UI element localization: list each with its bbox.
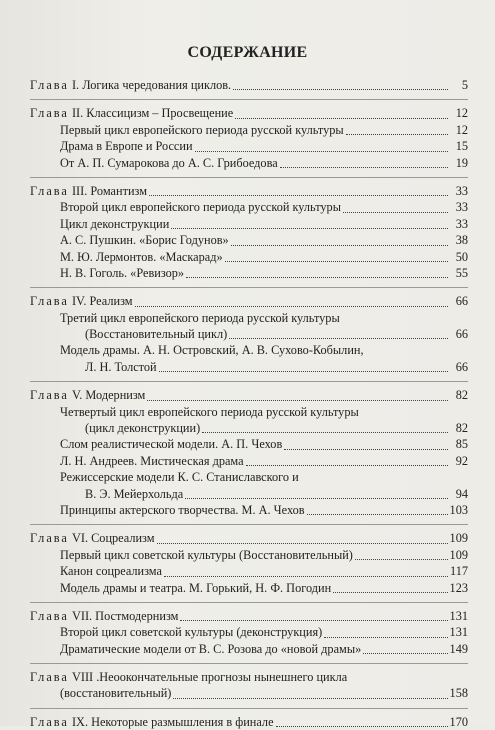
section-divider — [30, 663, 468, 664]
entry-title: Л. Н. Андреев. Мистическая драма — [60, 453, 244, 468]
toc-entry[interactable] — [30, 155, 468, 171]
page-number: 15 — [455, 139, 468, 154]
page-number: 33 — [455, 200, 468, 215]
chapter-prefix: Глава — [30, 608, 69, 623]
toc-entry[interactable] — [30, 686, 468, 702]
dot-leader — [333, 591, 447, 593]
toc-entry[interactable] — [30, 216, 468, 232]
entry-title: VII. Постмодернизм — [68, 608, 179, 623]
entry-title: Н. В. Гоголь. «Ревизор» — [60, 265, 185, 280]
entry-title: Третий цикл европейского периода русской культуры — [60, 310, 340, 325]
section-divider — [30, 602, 468, 603]
section-divider — [30, 177, 468, 178]
page-number: 149 — [449, 641, 468, 656]
section-divider — [30, 287, 468, 288]
entry-title: Драма в Европе и России — [60, 139, 193, 154]
page-number: 131 — [449, 625, 468, 640]
page-number: 117 — [450, 564, 468, 579]
dot-leader — [147, 399, 448, 401]
entry-title: Цикл деконструкции — [60, 216, 170, 231]
entry-title: VI. Соцреализм — [68, 531, 155, 546]
page-number: 82 — [455, 421, 468, 436]
page-number: 85 — [455, 437, 468, 452]
dot-leader — [171, 227, 448, 229]
entry-title: I. Логика чередования циклов. — [68, 77, 232, 92]
entry-title: Принципы актерского творчества. М. А. Чехов — [60, 502, 305, 517]
dot-leader — [164, 575, 448, 577]
section-divider — [30, 708, 468, 709]
toc-entry[interactable] — [30, 641, 468, 657]
entry-title: Драматические модели от В. С. Розова до «новой драмы» — [60, 641, 362, 656]
toc-chapter-entry[interactable] — [30, 608, 468, 624]
dot-leader — [235, 117, 448, 119]
toc-entry[interactable] — [30, 249, 468, 265]
toc-entry[interactable] — [30, 502, 468, 518]
entry-title: IV. Реализм — [68, 294, 133, 309]
dot-leader — [363, 652, 447, 654]
dot-leader — [185, 497, 448, 499]
dot-leader — [195, 150, 448, 152]
page-number: 123 — [449, 580, 468, 595]
entry-title: М. Ю. Лермонтов. «Маскарад» — [60, 249, 223, 264]
page-number: 38 — [455, 233, 468, 248]
toc-entry[interactable] — [30, 580, 468, 596]
toc-entry[interactable] — [30, 122, 468, 138]
toc-entry[interactable] — [30, 547, 468, 563]
dot-leader — [229, 337, 448, 339]
entry-title: Четвертый цикл европейского периода русской культуры — [60, 404, 359, 419]
chapter-prefix: Глава — [30, 106, 69, 121]
dot-leader — [186, 276, 448, 278]
toc-chapter-entry[interactable] — [30, 714, 468, 730]
entry-title: Режиссерские модели К. С. Станиславского и — [60, 470, 299, 485]
entry-title: Слом реалистической модели. А. П. Чехов — [60, 437, 283, 452]
entry-title: (восстановительный) — [60, 686, 172, 701]
entry-title: VIII .Неоокончательные прогнозы нынешнего цикла — [68, 670, 348, 685]
page-number: 170 — [449, 714, 468, 729]
page-number: 12 — [455, 122, 468, 137]
toc-chapter-entry[interactable] — [30, 293, 468, 309]
page-title: СОДЕРЖАНИЕ — [187, 44, 308, 61]
toc-entry[interactable] — [30, 265, 468, 281]
toc-entry[interactable] — [30, 469, 468, 485]
toc-entry[interactable] — [30, 404, 468, 420]
entry-title: А. С. Пушкин. «Борис Годунов» — [60, 233, 229, 248]
entry-title: IX. Некоторые размышления в финале — [68, 714, 274, 729]
dot-leader — [173, 697, 447, 699]
entry-title: (цикл деконструкции) — [85, 421, 201, 436]
toc-entry[interactable] — [30, 436, 468, 452]
chapter-prefix: Глава — [30, 183, 69, 198]
toc-chapter-entry[interactable] — [30, 183, 468, 199]
page-number: 66 — [455, 327, 468, 342]
toc-entry[interactable] — [30, 342, 468, 358]
toc-entry[interactable] — [30, 232, 468, 248]
toc-entry[interactable] — [30, 138, 468, 154]
chapter-prefix: Глава — [30, 294, 69, 309]
page-number: 109 — [449, 547, 468, 562]
toc-entry[interactable] — [30, 453, 468, 469]
toc-chapter-entry[interactable] — [30, 105, 468, 121]
page-number: 82 — [455, 388, 468, 403]
chapter-prefix: Глава — [30, 670, 69, 685]
toc-chapter-entry[interactable] — [30, 669, 468, 685]
toc-entry[interactable] — [30, 199, 468, 215]
toc-chapter-entry[interactable] — [30, 387, 468, 403]
dot-leader — [355, 558, 448, 560]
toc-entry[interactable] — [30, 624, 468, 640]
dot-leader — [280, 166, 448, 168]
page-number: 158 — [449, 686, 468, 701]
page-number: 19 — [455, 155, 468, 170]
entry-title: От А. П. Сумарокова до А. С. Грибоедова — [60, 155, 278, 170]
entry-title: Второй цикл советской культуры (деконструкция) — [60, 625, 323, 640]
chapter-prefix: Глава — [30, 714, 69, 729]
entry-title: II. Классицизм – Просвещение — [68, 106, 234, 121]
toc-chapter-entry[interactable] — [30, 77, 468, 93]
dot-leader — [135, 305, 448, 307]
toc-entry[interactable] — [30, 359, 468, 375]
dot-leader — [225, 260, 448, 262]
entry-title: Первый цикл советской культуры (Восстановительный) — [60, 547, 353, 562]
page-number: 103 — [449, 502, 468, 517]
toc-entry[interactable] — [30, 486, 468, 502]
page-number: 33 — [455, 216, 468, 231]
section-divider — [30, 524, 468, 525]
table-of-contents — [30, 77, 468, 730]
entry-title: Второй цикл европейского периода русской культуры — [60, 200, 341, 215]
entry-title: Канон соцреализма — [60, 564, 162, 579]
page-number: 109 — [449, 531, 468, 546]
entry-title: Модель драмы и театра. М. Горький, Н. Ф. Погодин — [60, 580, 332, 595]
section-divider — [30, 99, 468, 100]
dot-leader — [346, 133, 448, 135]
entry-title: Л. Н. Толстой — [85, 359, 157, 374]
page-number: 5 — [461, 77, 468, 92]
dot-leader — [149, 194, 448, 196]
page-number: 50 — [455, 249, 468, 264]
page-number: 55 — [455, 265, 468, 280]
dot-leader — [231, 244, 448, 246]
page-number: 131 — [449, 608, 468, 623]
toc-chapter-entry[interactable] — [30, 530, 468, 546]
toc-entry[interactable] — [30, 420, 468, 436]
dot-leader — [324, 636, 447, 638]
dot-leader — [343, 211, 448, 213]
dot-leader — [284, 448, 448, 450]
page-number: 66 — [455, 294, 468, 309]
page-number: 94 — [455, 486, 468, 501]
toc-entry[interactable] — [30, 310, 468, 326]
page-number: 92 — [455, 453, 468, 468]
dot-leader — [180, 619, 447, 621]
dot-leader — [202, 431, 448, 433]
entry-title: В. Э. Мейерхольда — [85, 486, 184, 501]
page-number: 66 — [455, 359, 468, 374]
dot-leader — [246, 464, 448, 466]
entry-title: Первый цикл европейского периода русской культуры — [60, 122, 344, 137]
toc-entry[interactable] — [30, 326, 468, 342]
entry-title: V. Модернизм — [68, 388, 146, 403]
chapter-prefix: Глава — [30, 531, 69, 546]
entry-title: III. Романтизм — [68, 183, 148, 198]
dot-leader — [157, 542, 448, 544]
section-divider — [30, 381, 468, 382]
dot-leader — [159, 370, 448, 372]
chapter-prefix: Глава — [30, 77, 69, 92]
page-number: 33 — [455, 183, 468, 198]
dot-leader — [307, 513, 448, 515]
page-number: 12 — [455, 106, 468, 121]
entry-title: Модель драмы. А. Н. Островский, А. В. Сухово-Кобылин, — [60, 343, 364, 358]
toc-entry[interactable] — [30, 563, 468, 579]
chapter-prefix: Глава — [30, 388, 69, 403]
entry-title: (Восстановительный цикл) — [85, 327, 228, 342]
dot-leader — [233, 88, 448, 90]
